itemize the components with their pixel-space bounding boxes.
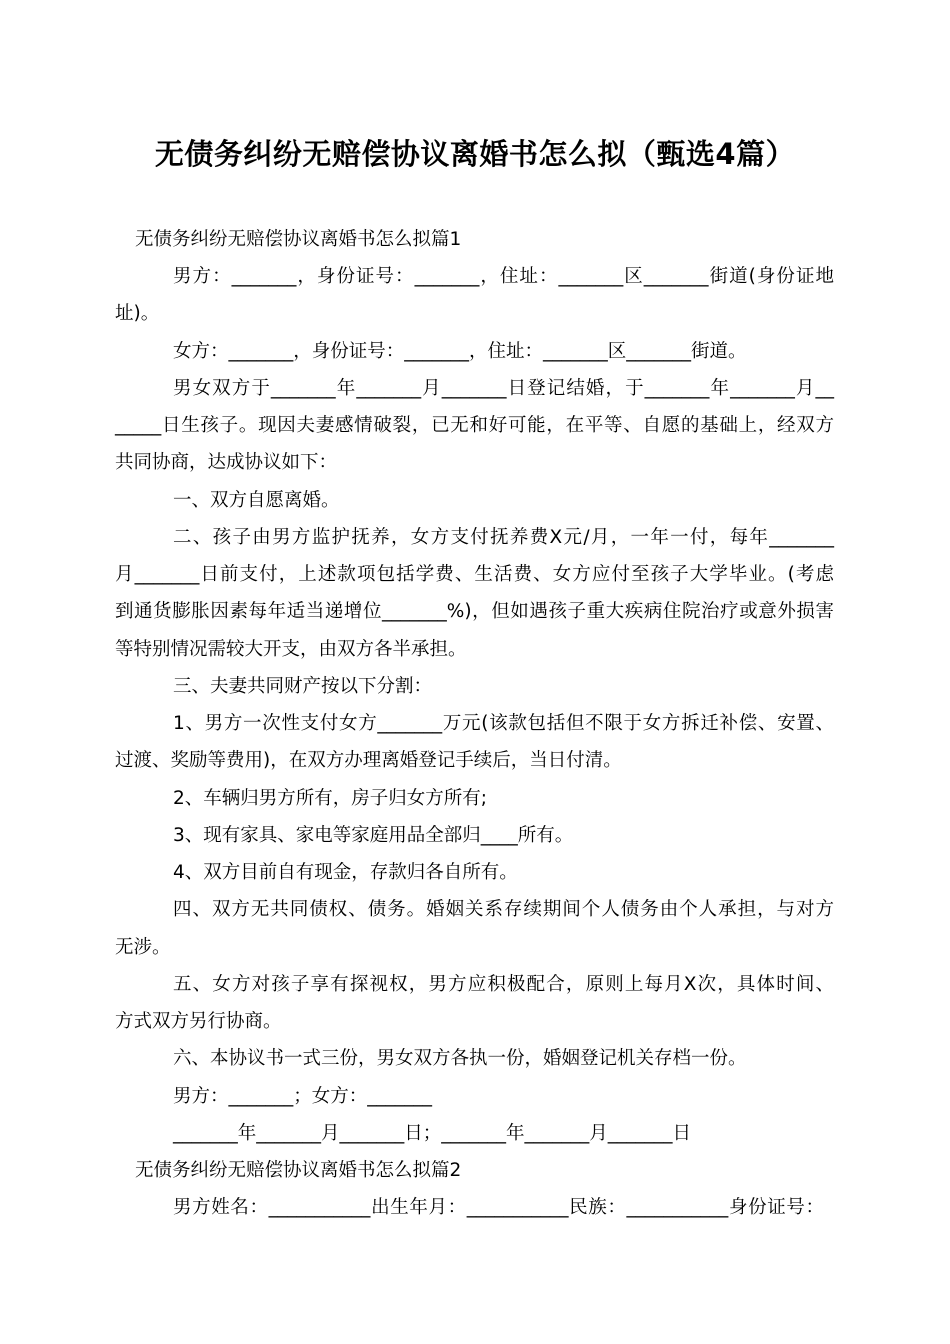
paragraph-line: 到通货膨胀因素每年适当递增位_______%)，但如遇孩子重大疾病住院治疗或意外损害 <box>115 601 834 622</box>
date-line: _______年_______月_______日；_______年_______月_______日 <box>173 1123 692 1144</box>
paragraph-line: 无涉。 <box>115 937 171 958</box>
paragraph-line: 2、车辆归男方所有，房子归女方所有; <box>173 788 488 809</box>
paragraph-line: 二、孩子由男方监护抚养，女方支付抚养费X元/月，一年一付，每年_______ <box>173 527 834 548</box>
paragraph-line: 方式双方另行协商。 <box>115 1011 282 1032</box>
signature-line: 男方：_______；女方：_______ <box>173 1086 433 1107</box>
paragraph-line: 六、本协议书一式三份，男女双方各执一份，婚姻登记机关存档一份。 <box>173 1048 747 1069</box>
paragraph-line: 五、女方对孩子享有探视权，男方应积极配合，原则上每月X次，具体时间、 <box>173 974 834 995</box>
section-heading-1: 无债务纠纷无赔偿协议离婚书怎么拟篇1 <box>135 229 462 250</box>
paragraph-line: 男女双方于_______年_______月_______日登记结婚，于_______年_______月__ <box>173 378 834 399</box>
paragraph-line: 4、双方目前自有现金，存款归各自所有。 <box>173 862 518 883</box>
paragraph-line: 三、夫妻共同财产按以下分割： <box>173 676 433 697</box>
paragraph-line: _____日生孩子。现因夫妻感情破裂，已无和好可能，在平等、自愿的基础上，经双方 <box>115 415 834 436</box>
paragraph-line: 四、双方无共同债权、债务。婚姻关系存续期间个人债务由个人承担，与对方 <box>173 899 834 920</box>
paragraph-line: 1、男方一次性支付女方_______万元(该款包括但不限于女方拆迁补偿、安置、 <box>173 713 834 734</box>
paragraph-line: 等特别情况需较大开支，由双方各半承担。 <box>115 639 467 660</box>
paragraph-line: 月_______日前支付，上述款项包括学费、生活费、女方应付至孩子大学毕业。(考虑 <box>115 564 834 585</box>
document-title: 无债务纠纷无赔偿协议离婚书怎么拟（甄选4篇） <box>154 137 796 171</box>
paragraph-line: 共同协商，达成协议如下： <box>115 452 338 473</box>
section-heading-2: 无债务纠纷无赔偿协议离婚书怎么拟篇2 <box>135 1160 462 1181</box>
paragraph-line: 址)。 <box>115 303 160 324</box>
paragraph-line: 一、双方自愿离婚。 <box>173 490 340 511</box>
paragraph-line: 男方：_______，身份证号：_______，住址：_______区_______街道(身份证地 <box>173 266 834 287</box>
paragraph-line: 女方：_______，身份证号：_______，住址：_______区_______街道。 <box>173 341 747 362</box>
paragraph-line: 过渡、奖励等费用)，在双方办理离婚登记手续后，当日付清。 <box>115 750 622 771</box>
paragraph-line: 男方姓名：___________出生年月：___________民族：___________身份证号： <box>173 1197 824 1218</box>
paragraph-line: 3、现有家具、家电等家庭用品全部归____所有。 <box>173 825 574 846</box>
